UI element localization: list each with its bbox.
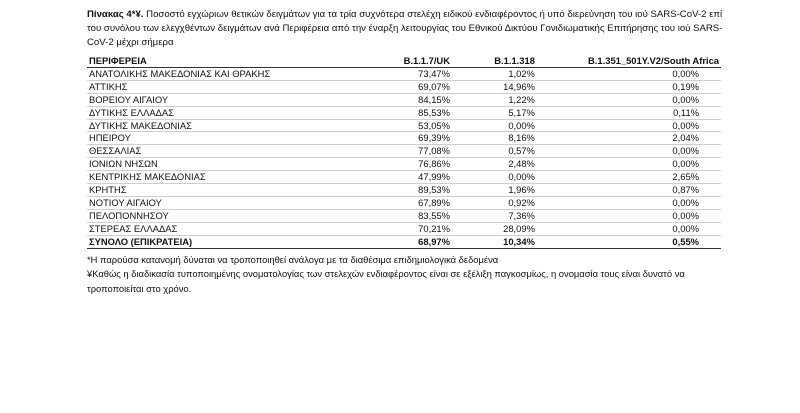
total-b11318: 10,34%: [452, 235, 537, 248]
cell-b117: 47,99%: [307, 171, 452, 184]
header-region: ΠΕΡΙΦΕΡΕΙΑ: [87, 55, 307, 67]
cell-b1351: 0,00%: [537, 145, 721, 158]
table-row: [87, 80, 721, 93]
cell-b1351: 0,00%: [537, 209, 721, 222]
variants-table: [87, 55, 721, 249]
table-row: [87, 222, 721, 235]
caption-label: Πίνακας 4*¥.: [87, 9, 144, 20]
cell-b1351: 2,04%: [537, 132, 721, 145]
cell-b1351: 0,00%: [537, 222, 721, 235]
total-label: ΣΥΝΟΛΟ (ΕΠΙΚΡΑΤΕΙΑ): [87, 235, 307, 248]
table-row: [87, 67, 721, 80]
cell-b11318: 14,96%: [452, 80, 537, 93]
table-row: [87, 119, 721, 132]
cell-region: ΑΤΤΙΚΗΣ: [87, 80, 307, 93]
cell-b117: 67,89%: [307, 196, 452, 209]
cell-b11318: 28,09%: [452, 222, 537, 235]
cell-region: ΑΝΑΤΟΛΙΚΗΣ ΜΑΚΕΔΟΝΙΑΣ ΚΑΙ ΘΡΑΚΗΣ: [87, 67, 307, 80]
total-b117: 68,97%: [307, 235, 452, 248]
cell-b11318: 0,57%: [452, 145, 537, 158]
cell-b1351: 0,19%: [537, 80, 721, 93]
caption-text: Ποσοστό εγχώριων θετικών δειγμάτων για τα τρία συχνότερα στελέχη ειδικού ενδιαφέροντος ή υπό διερεύνηση του ιού SARS-CoV-2 επί του συνόλου των ελεγχθέντων δειγμάτων ανά Περιφέρεια από την έναρξη λειτουργίας του Εθνικού Δικτύου Γονιδιωματικής Επιτήρησης του ιού SARS-CoV-2 μέχρι σήμερα: [87, 9, 723, 48]
cell-b11318: 0,00%: [452, 119, 537, 132]
table-caption: [87, 8, 727, 50]
cell-b117: 53,05%: [307, 119, 452, 132]
cell-region: ΣΤΕΡΕΑΣ ΕΛΛΑΔΑΣ: [87, 222, 307, 235]
table-row: [87, 93, 721, 106]
table-row: [87, 184, 721, 197]
cell-region: ΚΕΝΤΡΙΚΗΣ ΜΑΚΕΔΟΝΙΑΣ: [87, 171, 307, 184]
cell-region: ΔΥΤΙΚΗΣ ΕΛΛΑΔΑΣ: [87, 106, 307, 119]
table-total-row: [87, 235, 721, 248]
cell-b1351: 0,00%: [537, 93, 721, 106]
cell-b11318: 8,16%: [452, 132, 537, 145]
cell-region: ΚΡΗΤΗΣ: [87, 184, 307, 197]
cell-b117: 73,47%: [307, 67, 452, 80]
header-b1351: B.1.351_501Y.V2/South Africa: [537, 55, 721, 67]
cell-b11318: 1,22%: [452, 93, 537, 106]
cell-b11318: 5,17%: [452, 106, 537, 119]
cell-b11318: 0,92%: [452, 196, 537, 209]
header-b11318: B.1.1.318: [452, 55, 537, 67]
cell-b1351: 0,00%: [537, 119, 721, 132]
cell-b11318: 2,48%: [452, 158, 537, 171]
cell-b117: 83,55%: [307, 209, 452, 222]
cell-b117: 69,39%: [307, 132, 452, 145]
cell-b1351: 0,00%: [537, 158, 721, 171]
cell-b117: 84,15%: [307, 93, 452, 106]
table-row: [87, 132, 721, 145]
cell-b1351: 0,11%: [537, 106, 721, 119]
table-row: [87, 145, 721, 158]
footnote-nomenclature: ¥Καθώς η διαδικασία τυποποιημένης ονοματολογίας των στελεχών ενδιαφέροντος είναι σε εξέλιξη παγκοσμίως, η ονομασία τους είναι δυνατό να τροποποιείται στο χρόνο.: [87, 268, 685, 294]
table-row: [87, 171, 721, 184]
cell-region: ΗΠΕΙΡΟΥ: [87, 132, 307, 145]
document: [87, 8, 727, 296]
cell-b1351: 0,00%: [537, 67, 721, 80]
cell-b117: 70,21%: [307, 222, 452, 235]
cell-b117: 69,07%: [307, 80, 452, 93]
footnote-distribution: *Η παρούσα κατανομή δύναται να τροποποιηθεί ανάλογα με τα διαθέσιμα επιδημιολογικά δεδομένα: [87, 253, 499, 265]
cell-region: ΔΥΤΙΚΗΣ ΜΑΚΕΔΟΝΙΑΣ: [87, 119, 307, 132]
cell-region: ΙΟΝΙΩΝ ΝΗΣΩΝ: [87, 158, 307, 171]
cell-region: ΠΕΛΟΠΟΝΝΗΣΟΥ: [87, 209, 307, 222]
table-header-row: [87, 55, 721, 67]
table-body: [87, 67, 721, 235]
table-row: [87, 209, 721, 222]
cell-b1351: 0,87%: [537, 184, 721, 197]
cell-b117: 76,86%: [307, 158, 452, 171]
table-row: [87, 196, 721, 209]
cell-b11318: 0,00%: [452, 171, 537, 184]
table-row: [87, 158, 721, 171]
table-row: [87, 106, 721, 119]
footnotes: [87, 253, 727, 297]
cell-b117: 85,53%: [307, 106, 452, 119]
cell-b11318: 1,02%: [452, 67, 537, 80]
total-b1351: 0,55%: [537, 235, 721, 248]
cell-b1351: 2,65%: [537, 171, 721, 184]
cell-b117: 77,08%: [307, 145, 452, 158]
cell-region: ΝΟΤΙΟΥ ΑΙΓΑΙΟΥ: [87, 196, 307, 209]
cell-b117: 89,53%: [307, 184, 452, 197]
cell-b1351: 0,00%: [537, 196, 721, 209]
cell-region: ΒΟΡΕΙΟΥ ΑΙΓΑΙΟΥ: [87, 93, 307, 106]
cell-b11318: 7,36%: [452, 209, 537, 222]
cell-b11318: 1,96%: [452, 184, 537, 197]
header-b117: B.1.1.7/UK: [307, 55, 452, 67]
cell-region: ΘΕΣΣΑΛΙΑΣ: [87, 145, 307, 158]
